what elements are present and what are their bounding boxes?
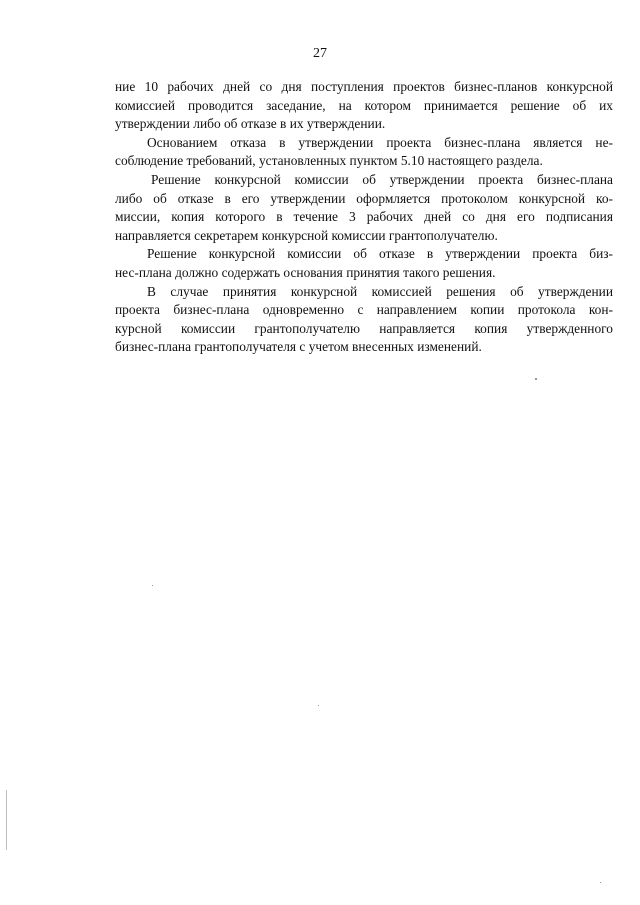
page-number: 27 (313, 46, 327, 61)
text-line: ние 10 рабочих дней со дня поступления проектов бизнес-планов конкурсной (115, 79, 613, 94)
paragraph-5 (115, 283, 613, 357)
text-line: нес-плана должно содержать основания принятия такого решения. (115, 264, 496, 280)
paragraph-3 (115, 171, 613, 245)
text-line: утверждении либо об отказе в их утверждении. (115, 116, 386, 132)
paragraph-2 (115, 134, 613, 171)
text-line: либо об отказе в его утверждении оформляется протоколом конкурсной ко- (115, 190, 613, 206)
text-line: курсной комиссии грантополучателю направляется копия утвержденного (115, 320, 613, 336)
scan-speck (535, 378, 537, 380)
text-line: направляется секретарем конкурсной комиссии грантополучателю. (115, 227, 498, 243)
text-line: В случае принятия конкурсной комиссией решения об утверждении (147, 283, 613, 299)
text-line: комиссией проводится заседание, на котором принимается решение об их (115, 97, 613, 113)
document-body (115, 78, 613, 357)
text-line: Решение конкурсной комиссии об отказе в утверждении проекта биз- (147, 246, 613, 262)
text-line: соблюдение требований, установленных пунктом 5.10 настоящего раздела. (115, 153, 543, 169)
text-line: проекта бизнес-плана одновременно с направлением копии протокола кон- (115, 302, 613, 318)
text-line: миссии, копия которого в течение 3 рабочих дней со дня его подписания (115, 209, 613, 225)
scan-speck (318, 705, 319, 706)
paragraph-1 (115, 78, 613, 134)
scan-speck (152, 585, 153, 586)
scan-edge-mark (6, 790, 7, 850)
text-line: Решение конкурсной комиссии об утверждении проекта бизнес-плана (151, 171, 613, 187)
paragraph-4 (115, 245, 613, 282)
text-line: бизнес-плана грантополучателя с учетом внесенных изменений. (115, 339, 482, 355)
scan-speck (600, 882, 601, 883)
text-line: Основанием отказа в утверждении проекта бизнес-плана является не- (147, 134, 613, 150)
